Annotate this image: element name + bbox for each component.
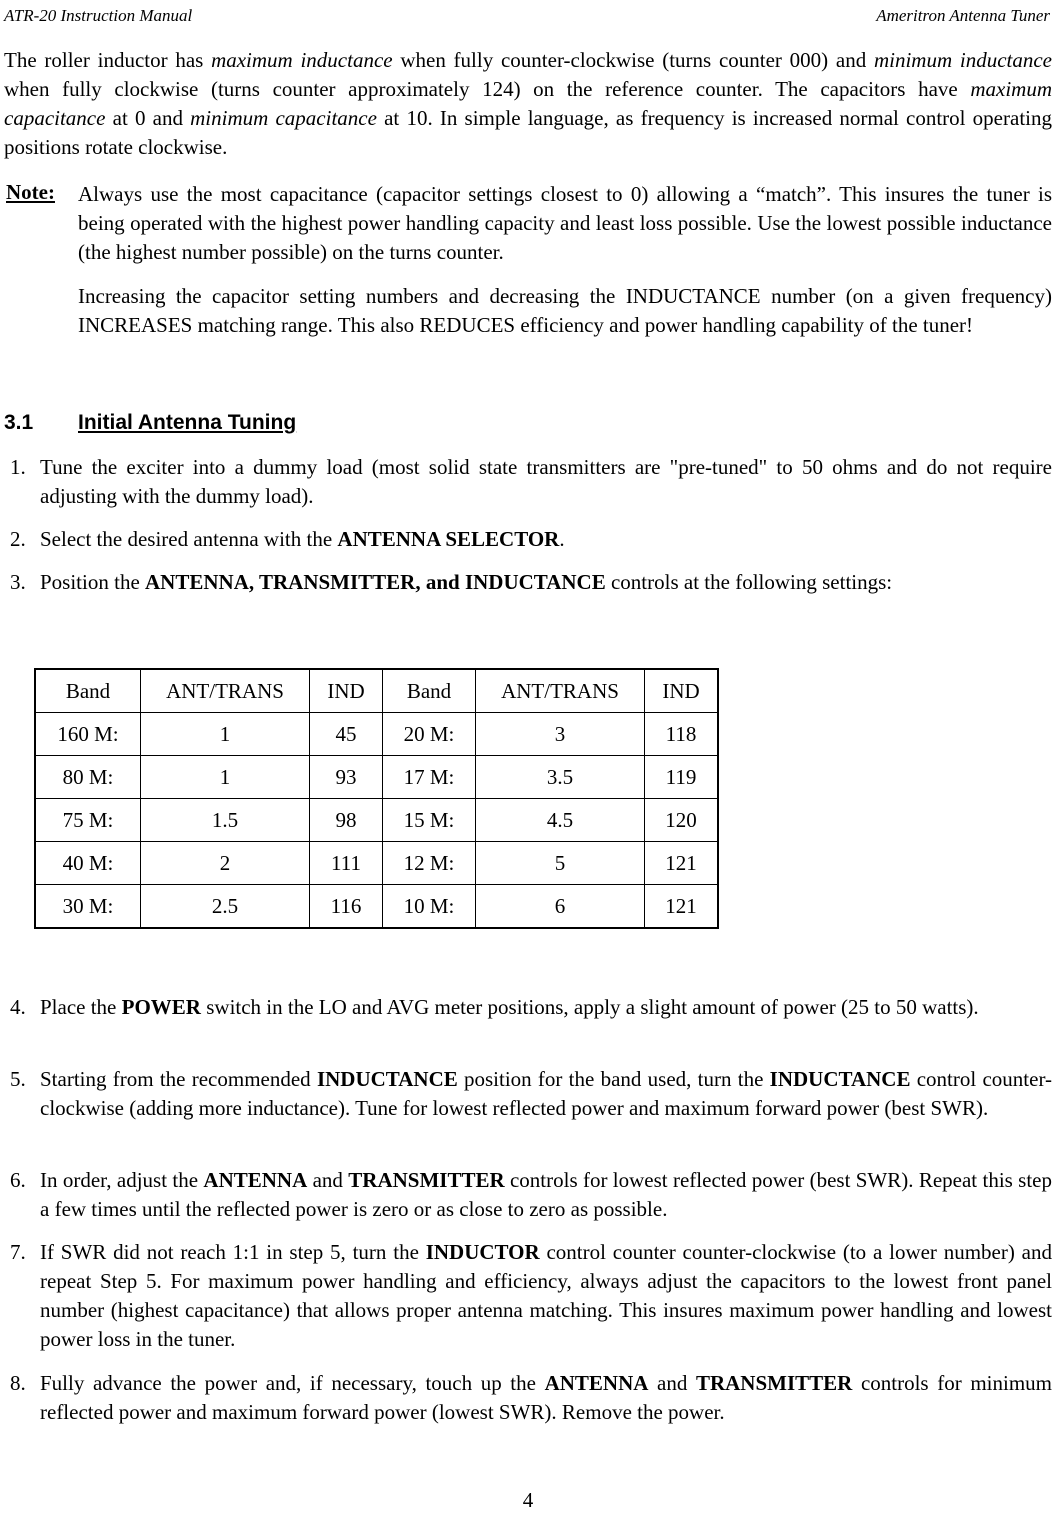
step-bold-control: TRANSMITTER bbox=[348, 1168, 505, 1192]
table-cell: 3.5 bbox=[476, 756, 645, 799]
step-2 bbox=[10, 525, 1052, 554]
step-text: Tune the exciter into a dummy load (most solid state transmitters are "pre-tuned" to 50 ohms and do not require adjusting with the dummy load). bbox=[40, 455, 1052, 508]
step-text-part: In order, adjust the bbox=[40, 1168, 204, 1192]
table-cell: 160 M: bbox=[35, 713, 141, 756]
intro-em-max-inductance: maximum inductance bbox=[211, 48, 393, 72]
note-paragraph-1: Always use the most capacitance (capacitor settings closest to 0) allowing a “match”. This insures the tuner is being operated with the highest power handling capacity and least loss possible. Use the lowest possible inductance (the highest number possible) on the turns counter. bbox=[78, 182, 1052, 264]
table-row bbox=[35, 842, 718, 885]
table-cell: 40 M: bbox=[35, 842, 141, 885]
intro-em-min-capacitance: minimum capacitance bbox=[190, 106, 377, 130]
table-header-cell: Band bbox=[35, 669, 141, 713]
table-cell: 75 M: bbox=[35, 799, 141, 842]
table-cell: 2.5 bbox=[141, 885, 310, 929]
section-title: Initial Antenna Tuning bbox=[78, 411, 297, 434]
table-cell: 6 bbox=[476, 885, 645, 929]
table-row bbox=[35, 756, 718, 799]
step-bold-control: ANTENNA, TRANSMITTER, and INDUCTANCE bbox=[145, 570, 606, 594]
section-number: 3.1 bbox=[4, 411, 34, 434]
table-cell: 10 M: bbox=[383, 885, 476, 929]
step-text-part: controls for lowest reflected power (best SWR). Repeat this step a few times until the reflected power is zero or as close to zero as possible. bbox=[40, 1168, 1052, 1221]
step-7 bbox=[10, 1238, 1052, 1354]
intro-text-5: at 10. In simple language, as frequency is increased normal control operating positions rotate clockwise. bbox=[4, 106, 1052, 159]
step-1 bbox=[10, 453, 1052, 511]
table-cell: 4.5 bbox=[476, 799, 645, 842]
table-header-cell: ANT/TRANS bbox=[476, 669, 645, 713]
table-cell: 15 M: bbox=[383, 799, 476, 842]
step-bold-control: ANTENNA bbox=[203, 1168, 308, 1192]
table-cell: 116 bbox=[310, 885, 383, 929]
step-text-part: Fully advance the power and, if necessary, touch up the bbox=[40, 1371, 545, 1395]
step-text-part: Position the bbox=[40, 570, 146, 594]
step-text-part: position for the band used, turn the bbox=[457, 1067, 770, 1091]
step-text-part: Starting from the recommended bbox=[40, 1067, 317, 1091]
step-text-part: controls for minimum reflected power and maximum forward power (lowest SWR). Remove the power. bbox=[40, 1371, 1052, 1424]
table-cell: 20 M: bbox=[383, 713, 476, 756]
note-paragraph-2: Increasing the capacitor setting numbers and decreasing the INDUCTANCE number (on a given frequency) INCREASES matching range. This also REDUCES efficiency and power handling capability of the tuner! bbox=[78, 284, 1052, 337]
table-cell: 45 bbox=[310, 713, 383, 756]
step-number: 8. bbox=[10, 1371, 26, 1395]
step-text-part: and bbox=[648, 1371, 696, 1395]
intro-em-max-capacitance: maximum capacitance bbox=[4, 77, 1052, 130]
step-text-part: . bbox=[559, 527, 565, 551]
step-text-part: control counter-clockwise (adding more inductance). Tune for lowest reflected power and maximum forward power (best SWR). bbox=[40, 1067, 1053, 1120]
step-bold-control: POWER bbox=[121, 995, 201, 1019]
step-number: 2. bbox=[10, 527, 26, 551]
table-row bbox=[35, 885, 718, 929]
step-bold-control: INDUCTANCE bbox=[769, 1067, 911, 1091]
intro-text-3: when fully clockwise (turns counter approximately 124) on the reference counter. The capacitors have bbox=[4, 77, 971, 101]
table-cell: 121 bbox=[645, 885, 719, 929]
band-settings-table bbox=[34, 668, 719, 929]
table-cell: 118 bbox=[645, 713, 719, 756]
intro-text-2: when fully counter-clockwise (turns counter 000) and bbox=[392, 48, 874, 72]
step-number: 7. bbox=[10, 1240, 26, 1264]
table-cell: 30 M: bbox=[35, 885, 141, 929]
table-cell: 93 bbox=[310, 756, 383, 799]
step-text bbox=[40, 1238, 1052, 1354]
table-cell: 5 bbox=[476, 842, 645, 885]
step-text bbox=[40, 525, 1052, 554]
step-bold-control: ANTENNA SELECTOR bbox=[337, 527, 560, 551]
intro-text-1: The roller inductor has bbox=[4, 48, 212, 72]
table-header-cell: ANT/TRANS bbox=[141, 669, 310, 713]
table-header-cell: Band bbox=[383, 669, 476, 713]
step-text-part: switch in the LO and AVG meter positions, apply a slight amount of power (25 to 50 watts). bbox=[200, 995, 979, 1019]
intro-text-4: at 0 and bbox=[105, 106, 191, 130]
step-6 bbox=[10, 1166, 1052, 1224]
step-number: 3. bbox=[10, 570, 26, 594]
step-text bbox=[40, 1065, 1052, 1123]
step-bold-control: ANTENNA bbox=[544, 1371, 649, 1395]
step-text-part: controls at the following settings: bbox=[605, 570, 893, 594]
header-product-name: Ameritron Antenna Tuner bbox=[876, 6, 1050, 25]
step-text bbox=[40, 1369, 1052, 1427]
table-header-cell: IND bbox=[310, 669, 383, 713]
table-cell: 120 bbox=[645, 799, 719, 842]
table-header-row bbox=[35, 669, 718, 713]
step-bold-control: INDUCTANCE bbox=[316, 1067, 458, 1091]
step-number: 6. bbox=[10, 1168, 26, 1192]
step-number: 5. bbox=[10, 1067, 26, 1091]
table-cell: 12 M: bbox=[383, 842, 476, 885]
step-text-part: control counter counter-clockwise (to a lower number) and repeat Step 5. For maximum power handling and efficiency, always adjust the capacitors to the lowest front panel number (highest capacitance) that allows proper antenna matching. This insures maximum power handling and lowest power loss in the tuner. bbox=[40, 1240, 1052, 1351]
table-header-cell: IND bbox=[645, 669, 719, 713]
step-bold-control: INDUCTOR bbox=[425, 1240, 540, 1264]
step-text bbox=[40, 993, 1052, 1022]
table-cell: 121 bbox=[645, 842, 719, 885]
step-bold-control: TRANSMITTER bbox=[695, 1371, 853, 1395]
table-cell: 80 M: bbox=[35, 756, 141, 799]
page-number: 4 bbox=[522, 1488, 534, 1512]
step-3 bbox=[10, 568, 1052, 597]
note-label: Note: bbox=[6, 180, 55, 204]
intro-em-min-inductance: minimum inductance bbox=[873, 48, 1052, 72]
section-heading bbox=[4, 411, 296, 435]
step-5 bbox=[10, 1065, 1052, 1123]
step-number: 1. bbox=[10, 455, 26, 479]
table-cell: 1 bbox=[141, 756, 310, 799]
table-cell: 119 bbox=[645, 756, 719, 799]
table-row bbox=[35, 713, 718, 756]
step-text-part: and bbox=[307, 1168, 349, 1192]
table-cell: 111 bbox=[310, 842, 383, 885]
table-row bbox=[35, 799, 718, 842]
table-cell: 1.5 bbox=[141, 799, 310, 842]
intro-paragraph bbox=[4, 46, 1052, 162]
table-cell: 17 M: bbox=[383, 756, 476, 799]
table-cell: 3 bbox=[476, 713, 645, 756]
header-manual-title: ATR-20 Instruction Manual bbox=[4, 6, 193, 25]
step-text-part: Place the bbox=[40, 995, 122, 1019]
table-cell: 2 bbox=[141, 842, 310, 885]
step-text bbox=[40, 568, 1052, 597]
step-text bbox=[40, 1166, 1052, 1224]
step-4 bbox=[10, 993, 1052, 1022]
table-cell: 1 bbox=[141, 713, 310, 756]
step-number: 4. bbox=[10, 995, 26, 1019]
step-text-part: Select the desired antenna with the bbox=[40, 527, 338, 551]
table-cell: 98 bbox=[310, 799, 383, 842]
step-text-part: If SWR did not reach 1:1 in step 5, turn the bbox=[40, 1240, 426, 1264]
step-8 bbox=[10, 1369, 1052, 1427]
